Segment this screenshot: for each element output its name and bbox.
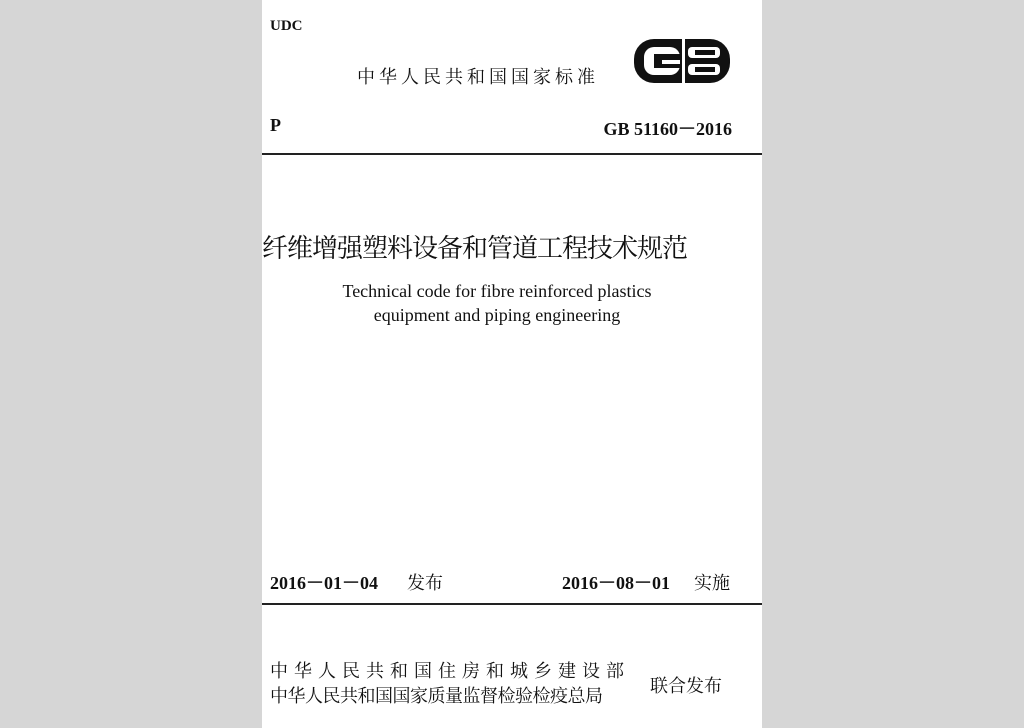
joint-issue-label: 联合发布 <box>650 676 722 697</box>
category-code: P <box>270 115 281 135</box>
issue-label: 发布 <box>407 573 443 594</box>
effective-label: 实施 <box>694 573 730 594</box>
standard-cover-page <box>262 0 762 728</box>
issuer-title: 中华人民共和国国家标准 <box>357 67 599 88</box>
title-english-line2: equipment and piping engineering <box>373 305 621 325</box>
issuer-ministry-housing: 中华人民共和国住房和城乡建设部 <box>270 661 630 682</box>
dates-divider <box>262 603 762 605</box>
title-english-line1: Technical code for fibre reinforced plastics <box>342 281 652 301</box>
title-chinese: 纤维增强塑料设备和管道工程技术规范 <box>262 234 688 264</box>
effective-date: 2016－08－01 <box>562 573 670 593</box>
header-divider <box>262 153 762 155</box>
udc-label: UDC <box>270 18 303 34</box>
standard-number: GB 51160－2016 <box>603 119 732 139</box>
issuer-aqsiq: 中华人民共和国国家质量监督检验检疫总局 <box>270 686 603 707</box>
issue-date: 2016－01－04 <box>270 573 378 593</box>
gb-logo <box>632 36 732 86</box>
